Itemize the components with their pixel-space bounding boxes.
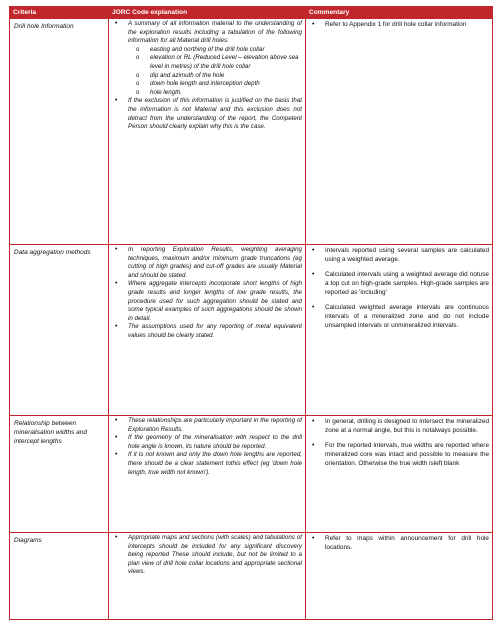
- explanation-item: • If the geometry of the mineralisation with respect to the drill hole angle is known, its nature should be reported.: [114, 434, 302, 451]
- table-row: [10, 416, 493, 533]
- table-row: [10, 245, 493, 416]
- commentary-item: • Intervals reported using several samples are calculated using a weighted average.: [311, 246, 489, 264]
- criteria-text: Relationship between mineralisation widths and intercept lengths: [14, 420, 87, 445]
- criteria-cell: [10, 19, 109, 245]
- commentary-item: • Calculated weighted average intervals are continuous intervals of a mineralized zone and do not include unsampled intervals or unmineralized intervals.: [311, 303, 489, 330]
- table-row: [10, 19, 493, 245]
- commentary-item: • Refer to maps within announcement for drill hole locations.: [311, 534, 489, 552]
- criteria-text: Data aggregation methods: [14, 249, 91, 256]
- commentary-item: • In general, drilling is designed to intersect the mineralized zone at a normal angle, but this is notalways possible.: [311, 417, 489, 435]
- commentary-item: • Refer to Appendix 1 for drill hole collar information: [311, 20, 489, 29]
- explanation-item: • In reporting Exploration Results, weighting averaging techniques, maximum and/or minimum grade truncations (eg cutting of high grades) and cut-off grades are usually Material and should be stated.: [114, 246, 302, 280]
- explanation-cell: [109, 245, 306, 416]
- criteria-text: Drill hole Information: [14, 23, 74, 30]
- explanation-text: If the exclusion of this information is justified on the basis that the information is not Material and this exclusion does not detract from the understanding of the report, the Competent Person should clearly explain why this is the case.: [128, 97, 302, 131]
- sub-item: o hole length.: [136, 89, 302, 98]
- commentary-cell: [306, 245, 493, 416]
- commentary-item: • For the reported intervals, true widths are reported where mineralized core was intact and possible to measure the orientation. Otherwise the true width isleft blank: [311, 441, 489, 468]
- sub-item: o dip and azimuth of the hole: [136, 72, 302, 81]
- explanation-item: • The assumptions used for any reporting of metal equivalent values should be clearly stated.: [114, 323, 302, 340]
- sub-item: o elevation or RL (Reduced Level – elevation above sea level in metres) of the drill hole collar: [136, 54, 302, 71]
- explanation-item: [114, 20, 302, 97]
- jorc-table: [9, 6, 493, 620]
- explanation-cell: [109, 19, 306, 245]
- sub-item: o easting and northing of the drill hole collar: [136, 46, 302, 55]
- explanation-item: • If it is not known and only the down hole lengths are reported, there should be a clear statement tothis effect (eg 'down hole length, true width not known').: [114, 451, 302, 477]
- commentary-cell: [306, 416, 493, 533]
- header-commentary: Commentary: [306, 7, 493, 19]
- sub-item: o down hole length and interception depth: [136, 80, 302, 89]
- commentary-cell: [306, 19, 493, 245]
- header-criteria: Criteria: [10, 7, 109, 19]
- criteria-cell: [10, 416, 109, 533]
- explanation-text: A summary of all information material to the understanding of the exploration results including a tabulation of the following information for all Material drill holes:: [128, 20, 302, 45]
- commentary-cell: [306, 533, 493, 620]
- explanation-cell: [109, 533, 306, 620]
- criteria-cell: [10, 245, 109, 416]
- explanation-item: [114, 97, 302, 131]
- commentary-item: • Calculated intervals using a weighted average did notuse a top cut on high-grade samples. High-grade samples are reported as 'including': [311, 270, 489, 297]
- table-row: [10, 533, 493, 620]
- explanation-item: • These relationships are particularly important in the reporting of Exploration Results.: [114, 417, 302, 434]
- header-row: [10, 7, 493, 19]
- criteria-text: Diagrams: [14, 537, 42, 544]
- explanation-item: • Where aggregate intercepts incorporate short lengths of high grade results and longer lengths of low grade results, the procedure used for such aggregation should be stated and some typical examples of such aggregations should be shown in detail.: [114, 280, 302, 323]
- explanation-cell: [109, 416, 306, 533]
- explanation-item: • Appropriate maps and sections (with scales) and tabulations of intercepts should be included for any significant discovery being reported These should include, but not be limited to a plan view of drill hole collar locations and appropriate sectional views.: [114, 534, 302, 577]
- header-explanation: JORC Code explanation: [109, 7, 306, 19]
- criteria-cell: [10, 533, 109, 620]
- sub-list: [128, 46, 302, 98]
